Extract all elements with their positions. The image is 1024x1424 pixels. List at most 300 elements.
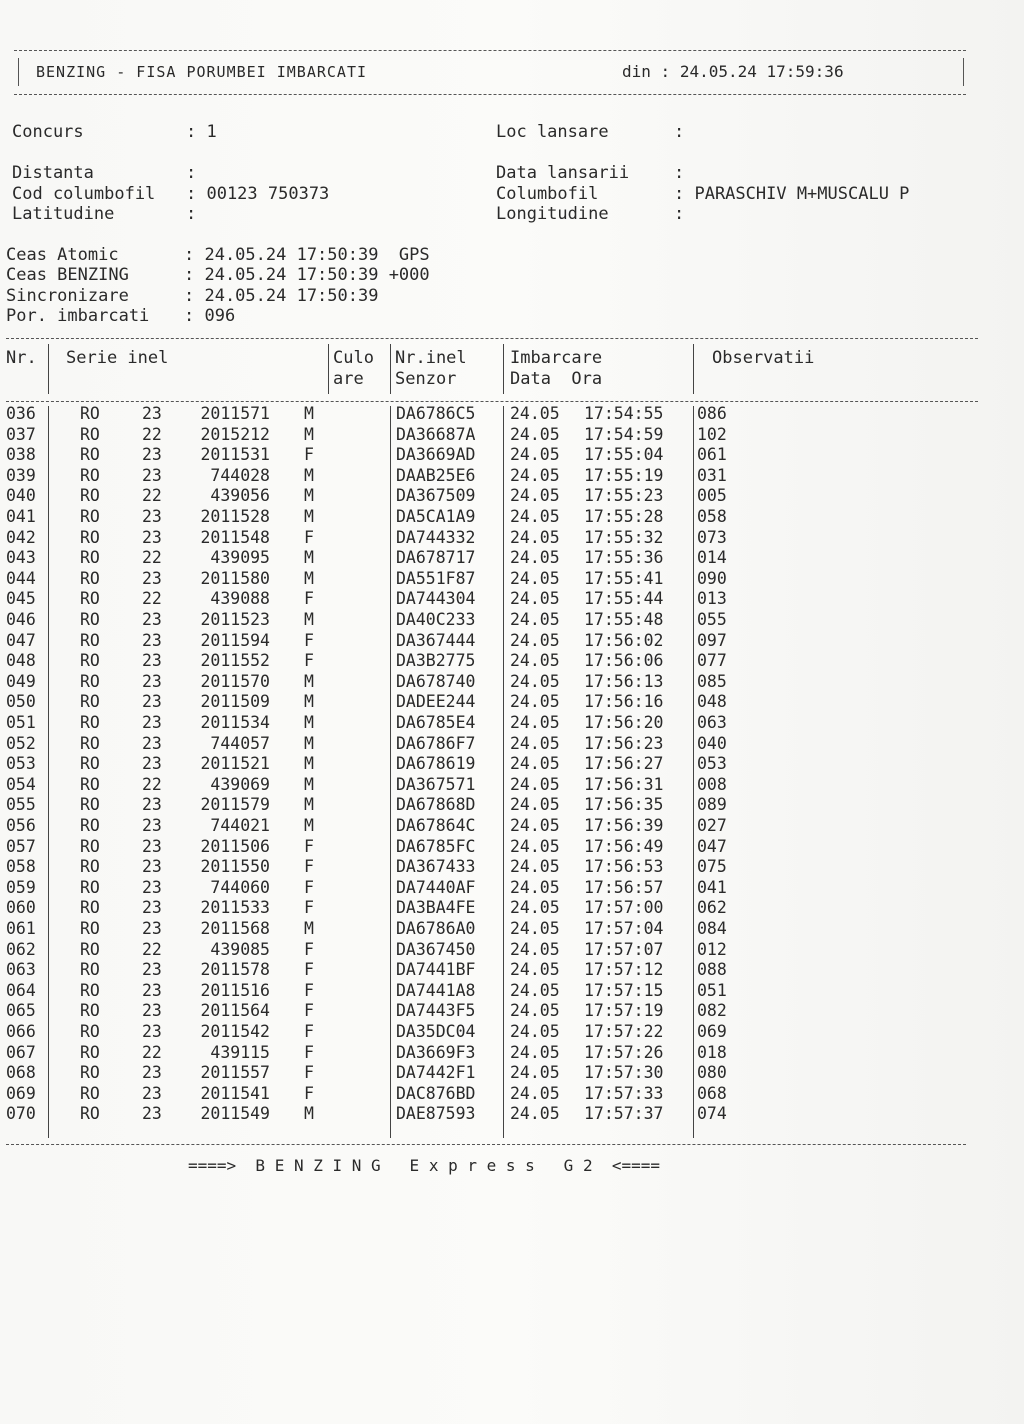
cell-num: 2011549 — [200, 1104, 270, 1124]
cell-nr: 069 — [6, 1083, 36, 1103]
cell-sex: F — [304, 527, 314, 547]
cell-sex: M — [304, 774, 314, 794]
cell-sex: M — [304, 692, 314, 712]
cell-nr: 039 — [6, 465, 36, 485]
col-header-data-ora: Data Ora — [510, 369, 603, 389]
cell-date: 24.05 — [510, 692, 560, 712]
cell-yr: 22 — [142, 1042, 162, 1062]
cell-yr: 23 — [142, 527, 162, 547]
cell-senz: DA5CA1A9 — [396, 507, 476, 526]
cell-num: 439095 — [210, 548, 270, 568]
cell-obs: 063 — [697, 713, 727, 732]
cell-time: 17:57:22 — [584, 1022, 664, 1041]
cell-obs: 077 — [697, 651, 727, 671]
table-row — [0, 940, 1024, 961]
cell-date: 24.05 — [510, 1063, 560, 1083]
cell-sex: F — [304, 1083, 314, 1103]
cell-senz: DA36687A — [396, 424, 476, 444]
cell-yr: 23 — [142, 1083, 162, 1103]
table-row — [0, 486, 1024, 507]
cell-ro: RO — [80, 960, 100, 980]
cell-num: 2011533 — [200, 898, 270, 918]
table-row — [0, 672, 1024, 693]
cell-date: 24.05 — [510, 589, 560, 609]
cell-obs: 055 — [697, 610, 727, 629]
cell-yr: 23 — [142, 816, 162, 835]
cell-yr: 22 — [142, 424, 162, 444]
cell-time: 17:56:20 — [584, 713, 664, 732]
cell-obs: 080 — [697, 1063, 727, 1083]
cell-nr: 047 — [6, 630, 36, 650]
cell-senz: DA678619 — [396, 754, 476, 774]
longitudine-label: Longitudine — [496, 204, 609, 224]
cell-yr: 23 — [142, 445, 162, 465]
table-header-bottom-border — [6, 401, 978, 402]
cell-yr: 23 — [142, 610, 162, 629]
cell-date: 24.05 — [510, 445, 560, 465]
table-row — [0, 651, 1024, 672]
cell-num: 439069 — [210, 774, 270, 794]
cell-senz: DA6786A0 — [396, 919, 476, 938]
table-row — [0, 548, 1024, 569]
cell-obs: 018 — [697, 1042, 727, 1062]
cell-yr: 23 — [142, 630, 162, 650]
cell-yr: 23 — [142, 692, 162, 712]
cell-time: 17:57:37 — [584, 1104, 664, 1124]
cell-ro: RO — [80, 939, 100, 959]
cell-obs: 097 — [697, 630, 727, 650]
cell-date: 24.05 — [510, 960, 560, 980]
cell-time: 17:55:19 — [584, 465, 664, 485]
cell-sex: F — [304, 857, 314, 877]
cell-nr: 056 — [6, 816, 36, 835]
cell-num: 2011541 — [200, 1083, 270, 1103]
cell-time: 17:55:28 — [584, 507, 664, 526]
cell-num: 2011552 — [200, 651, 270, 671]
cell-yr: 23 — [142, 919, 162, 938]
header-separator — [48, 344, 49, 394]
cell-obs: 082 — [697, 1001, 727, 1021]
longitudine-value: : — [674, 204, 685, 224]
cell-date: 24.05 — [510, 1104, 560, 1124]
cell-time: 17:54:59 — [584, 424, 664, 444]
cell-num: 2011531 — [200, 445, 270, 465]
cell-date: 24.05 — [510, 630, 560, 650]
data-lansarii-label: Data lansarii — [496, 163, 630, 183]
cell-obs: 075 — [697, 857, 727, 877]
table-row — [0, 898, 1024, 919]
cell-date: 24.05 — [510, 733, 560, 753]
cell-time: 17:57:19 — [584, 1001, 664, 1021]
cell-nr: 041 — [6, 507, 36, 526]
cell-yr: 22 — [142, 548, 162, 568]
cell-num: 2011550 — [200, 857, 270, 877]
cell-nr: 054 — [6, 774, 36, 794]
cell-date: 24.05 — [510, 774, 560, 794]
cell-ro: RO — [80, 651, 100, 671]
cell-ro: RO — [80, 589, 100, 609]
cell-sex: F — [304, 1022, 314, 1041]
header-top-border — [14, 50, 966, 51]
cell-ro: RO — [80, 898, 100, 918]
cell-date: 24.05 — [510, 1022, 560, 1041]
cell-date: 24.05 — [510, 713, 560, 732]
cell-date: 24.05 — [510, 671, 560, 691]
cell-obs: 090 — [697, 568, 727, 588]
cell-yr: 23 — [142, 1001, 162, 1021]
concurs-label: Concurs — [12, 122, 84, 142]
cell-time: 17:55:32 — [584, 527, 664, 547]
cell-time: 17:56:35 — [584, 795, 664, 815]
cell-date: 24.05 — [510, 754, 560, 774]
cell-nr: 038 — [6, 445, 36, 465]
cell-obs: 088 — [697, 960, 727, 980]
cell-time: 17:56:23 — [584, 733, 664, 753]
cell-time: 17:57:00 — [584, 898, 664, 918]
cell-obs: 102 — [697, 424, 727, 444]
distanta-label: Distanta — [12, 163, 94, 183]
cell-sex: M — [304, 610, 314, 629]
cell-yr: 23 — [142, 877, 162, 897]
cell-obs: 068 — [697, 1083, 727, 1103]
cell-yr: 23 — [142, 404, 162, 423]
cell-time: 17:55:36 — [584, 548, 664, 568]
cell-date: 24.05 — [510, 548, 560, 568]
cell-time: 17:55:23 — [584, 486, 664, 506]
cell-date: 24.05 — [510, 980, 560, 1000]
cell-nr: 061 — [6, 919, 36, 938]
cell-nr: 067 — [6, 1042, 36, 1062]
cell-ro: RO — [80, 1104, 100, 1124]
cell-date: 24.05 — [510, 568, 560, 588]
cell-senz: DA3BA4FE — [396, 898, 476, 918]
cell-ro: RO — [80, 1022, 100, 1041]
cell-yr: 23 — [142, 671, 162, 691]
cell-ro: RO — [80, 733, 100, 753]
cell-sex: M — [304, 713, 314, 732]
cell-time: 17:56:31 — [584, 774, 664, 794]
cell-num: 2011523 — [200, 610, 270, 629]
cell-yr: 23 — [142, 857, 162, 877]
cell-obs: 053 — [697, 754, 727, 774]
cell-yr: 23 — [142, 1104, 162, 1124]
din-label: din : — [622, 62, 671, 81]
cod-columbofil-value: : 00123 750373 — [186, 184, 330, 204]
cell-ro: RO — [80, 610, 100, 629]
cell-yr: 23 — [142, 465, 162, 485]
cell-obs: 041 — [697, 877, 727, 897]
footer-benzing-express: ====> B E N Z I N G E x p r e s s G 2 <==== — [188, 1156, 661, 1175]
cell-obs: 008 — [697, 774, 727, 794]
cell-time: 17:56:16 — [584, 692, 664, 712]
table-header-top-border — [6, 338, 978, 339]
cell-date: 24.05 — [510, 919, 560, 938]
cell-senz: DA7442F1 — [396, 1063, 476, 1083]
cell-num: 2011564 — [200, 1001, 270, 1021]
table-row — [0, 1001, 1024, 1022]
cell-ro: RO — [80, 527, 100, 547]
cell-sex: M — [304, 568, 314, 588]
cell-senz: DA678717 — [396, 548, 476, 568]
cell-yr: 23 — [142, 733, 162, 753]
cell-nr: 044 — [6, 568, 36, 588]
cell-yr: 23 — [142, 898, 162, 918]
cell-time: 17:57:04 — [584, 919, 664, 938]
col-header-imbarcare: Imbarcare — [510, 348, 603, 368]
cell-ro: RO — [80, 465, 100, 485]
table-row — [0, 960, 1024, 981]
cell-num: 2011516 — [200, 980, 270, 1000]
cell-nr: 057 — [6, 836, 36, 856]
cell-senz: DA6786C5 — [396, 404, 476, 423]
cell-senz: DA744332 — [396, 527, 476, 547]
cell-senz: DA6786F7 — [396, 733, 476, 753]
cell-yr: 22 — [142, 589, 162, 609]
cell-yr: 23 — [142, 1063, 162, 1083]
table-row — [0, 919, 1024, 940]
cell-senz: DA3B2775 — [396, 651, 476, 671]
columbofil-value: : PARASCHIV M+MUSCALU P — [674, 184, 910, 204]
cell-nr: 070 — [6, 1104, 36, 1124]
cell-date: 24.05 — [510, 610, 560, 629]
cell-sex: F — [304, 589, 314, 609]
cell-nr: 042 — [6, 527, 36, 547]
cell-time: 17:57:26 — [584, 1042, 664, 1062]
cell-date: 24.05 — [510, 527, 560, 547]
cell-senz: DAE87593 — [396, 1104, 476, 1124]
cell-senz: DA67868D — [396, 795, 476, 815]
cell-obs: 013 — [697, 589, 727, 609]
cell-date: 24.05 — [510, 424, 560, 444]
cell-obs: 062 — [697, 898, 727, 918]
cell-obs: 031 — [697, 465, 727, 485]
table-row — [0, 795, 1024, 816]
cell-senz: DA678740 — [396, 671, 476, 691]
latitudine-label: Latitudine — [12, 204, 115, 224]
cell-ro: RO — [80, 795, 100, 815]
cell-ro: RO — [80, 630, 100, 650]
cell-num: 2011542 — [200, 1022, 270, 1041]
cell-time: 17:56:02 — [584, 630, 664, 650]
data-lansarii-value: : — [674, 163, 685, 183]
cell-num: 2011528 — [200, 507, 270, 526]
sincronizare-label: Sincronizare — [6, 286, 129, 306]
table-row — [0, 1084, 1024, 1105]
cell-senz: DA3669AD — [396, 445, 476, 465]
cell-date: 24.05 — [510, 651, 560, 671]
cell-obs: 012 — [697, 939, 727, 959]
cell-ro: RO — [80, 671, 100, 691]
cell-date: 24.05 — [510, 486, 560, 506]
cell-obs: 061 — [697, 445, 727, 465]
cell-num: 439056 — [210, 486, 270, 506]
cell-obs: 040 — [697, 733, 727, 753]
cell-time: 17:56:27 — [584, 754, 664, 774]
cell-date: 24.05 — [510, 857, 560, 877]
table-row — [0, 837, 1024, 858]
col-header-senzor: Senzor — [395, 369, 457, 389]
cell-nr: 045 — [6, 589, 36, 609]
cell-num: 2011509 — [200, 692, 270, 712]
cell-nr: 068 — [6, 1063, 36, 1083]
cell-obs: 073 — [697, 527, 727, 547]
cell-sex: M — [304, 754, 314, 774]
table-row — [0, 754, 1024, 775]
cod-columbofil-label: Cod columbofil — [12, 184, 156, 204]
cell-num: 2011594 — [200, 630, 270, 650]
cell-ro: RO — [80, 486, 100, 506]
cell-nr: 053 — [6, 754, 36, 774]
cell-ro: RO — [80, 877, 100, 897]
cell-date: 24.05 — [510, 465, 560, 485]
cell-sex: F — [304, 960, 314, 980]
cell-senz: DA3669F3 — [396, 1042, 476, 1062]
cell-nr: 066 — [6, 1022, 36, 1041]
cell-ro: RO — [80, 404, 100, 423]
sincronizare-value: : 24.05.24 17:50:39 — [184, 286, 379, 306]
cell-nr: 046 — [6, 610, 36, 629]
col-header-culoare-1: Culo — [333, 348, 374, 368]
cell-yr: 23 — [142, 1022, 162, 1041]
cell-time: 17:55:04 — [584, 445, 664, 465]
cell-ro: RO — [80, 1063, 100, 1083]
col-header-nr-inel: Nr.inel — [395, 348, 467, 368]
table-row — [0, 589, 1024, 610]
table-row — [0, 569, 1024, 590]
cell-nr: 036 — [6, 404, 36, 423]
porumbei-imbarcati-value: : 096 — [184, 306, 236, 326]
cell-yr: 22 — [142, 774, 162, 794]
ceas-atomic-label: Ceas Atomic — [6, 245, 119, 265]
cell-time: 17:56:06 — [584, 651, 664, 671]
cell-sex: M — [304, 795, 314, 815]
cell-obs: 069 — [697, 1022, 727, 1041]
cell-sex: M — [304, 733, 314, 753]
cell-yr: 23 — [142, 568, 162, 588]
cell-senz: DA35DC04 — [396, 1022, 476, 1041]
cell-num: 2011571 — [200, 404, 270, 423]
cell-sex: M — [304, 486, 314, 506]
col-header-serie-inel: Serie inel — [66, 348, 169, 368]
cell-sex: F — [304, 1001, 314, 1021]
cell-senz: DA40C233 — [396, 610, 476, 629]
table-row — [0, 713, 1024, 734]
table-row — [0, 528, 1024, 549]
cell-ro: RO — [80, 568, 100, 588]
cell-yr: 23 — [142, 754, 162, 774]
cell-nr: 064 — [6, 980, 36, 1000]
table-row — [0, 610, 1024, 631]
cell-time: 17:54:55 — [584, 404, 664, 423]
cell-time: 17:56:39 — [584, 816, 664, 835]
cell-sex: M — [304, 465, 314, 485]
cell-yr: 23 — [142, 980, 162, 1000]
cell-time: 17:56:53 — [584, 857, 664, 877]
cell-sex: F — [304, 980, 314, 1000]
table-row — [0, 631, 1024, 652]
cell-senz: DA367509 — [396, 486, 476, 506]
cell-obs: 086 — [697, 404, 727, 423]
cell-ro: RO — [80, 1042, 100, 1062]
cell-ro: RO — [80, 816, 100, 835]
cell-ro: RO — [80, 548, 100, 568]
cell-date: 24.05 — [510, 1001, 560, 1021]
cell-senz: DADEE244 — [396, 692, 476, 712]
cell-senz: DA367444 — [396, 630, 476, 650]
cell-sex: F — [304, 939, 314, 959]
table-row — [0, 1063, 1024, 1084]
cell-sex: M — [304, 671, 314, 691]
table-row — [0, 1043, 1024, 1064]
cell-time: 17:57:07 — [584, 939, 664, 959]
cell-sex: M — [304, 507, 314, 526]
table-row — [0, 734, 1024, 755]
table-row — [0, 692, 1024, 713]
table-row — [0, 1022, 1024, 1043]
cell-num: 744021 — [210, 816, 270, 835]
cell-sex: F — [304, 898, 314, 918]
cell-time: 17:57:12 — [584, 960, 664, 980]
cell-time: 17:55:44 — [584, 589, 664, 609]
cell-date: 24.05 — [510, 816, 560, 835]
cell-senz: DA7441BF — [396, 960, 476, 980]
cell-yr: 23 — [142, 960, 162, 980]
cell-sex: M — [304, 1104, 314, 1124]
cell-num: 2011579 — [200, 795, 270, 815]
report-date — [622, 62, 844, 82]
cell-ro: RO — [80, 713, 100, 732]
cell-senz: DAAB25E6 — [396, 465, 476, 485]
cell-date: 24.05 — [510, 939, 560, 959]
col-header-nr: Nr. — [6, 348, 37, 368]
cell-senz: DA7441A8 — [396, 980, 476, 1000]
header-separator — [503, 344, 504, 394]
cell-ro: RO — [80, 919, 100, 938]
din-value: 24.05.24 17:59:36 — [679, 62, 844, 81]
cell-sex: F — [304, 1063, 314, 1083]
table-row — [0, 981, 1024, 1002]
cell-ro: RO — [80, 754, 100, 774]
ceas-atomic-value: : 24.05.24 17:50:39 GPS — [184, 245, 430, 265]
cell-ro: RO — [80, 1083, 100, 1103]
cell-nr: 043 — [6, 548, 36, 568]
cell-nr: 065 — [6, 1001, 36, 1021]
cell-num: 2011557 — [200, 1063, 270, 1083]
cell-nr: 052 — [6, 733, 36, 753]
cell-num: 2011580 — [200, 568, 270, 588]
cell-date: 24.05 — [510, 795, 560, 815]
col-header-observatii: Observatii — [712, 348, 815, 368]
table-row — [0, 425, 1024, 446]
cell-nr: 037 — [6, 424, 36, 444]
cell-num: 2011578 — [200, 960, 270, 980]
cell-ro: RO — [80, 507, 100, 526]
cell-senz: DA7443F5 — [396, 1001, 476, 1021]
cell-date: 24.05 — [510, 404, 560, 423]
cell-obs: 014 — [697, 548, 727, 568]
table-row — [0, 878, 1024, 899]
header-separator — [328, 344, 329, 394]
table-row — [0, 507, 1024, 528]
table-bottom-border — [6, 1144, 966, 1145]
cell-num: 744028 — [210, 465, 270, 485]
cell-nr: 062 — [6, 939, 36, 959]
cell-yr: 23 — [142, 836, 162, 856]
cell-time: 17:56:57 — [584, 877, 664, 897]
cell-obs: 084 — [697, 919, 727, 938]
cell-obs: 085 — [697, 671, 727, 691]
table-row — [0, 1104, 1024, 1125]
